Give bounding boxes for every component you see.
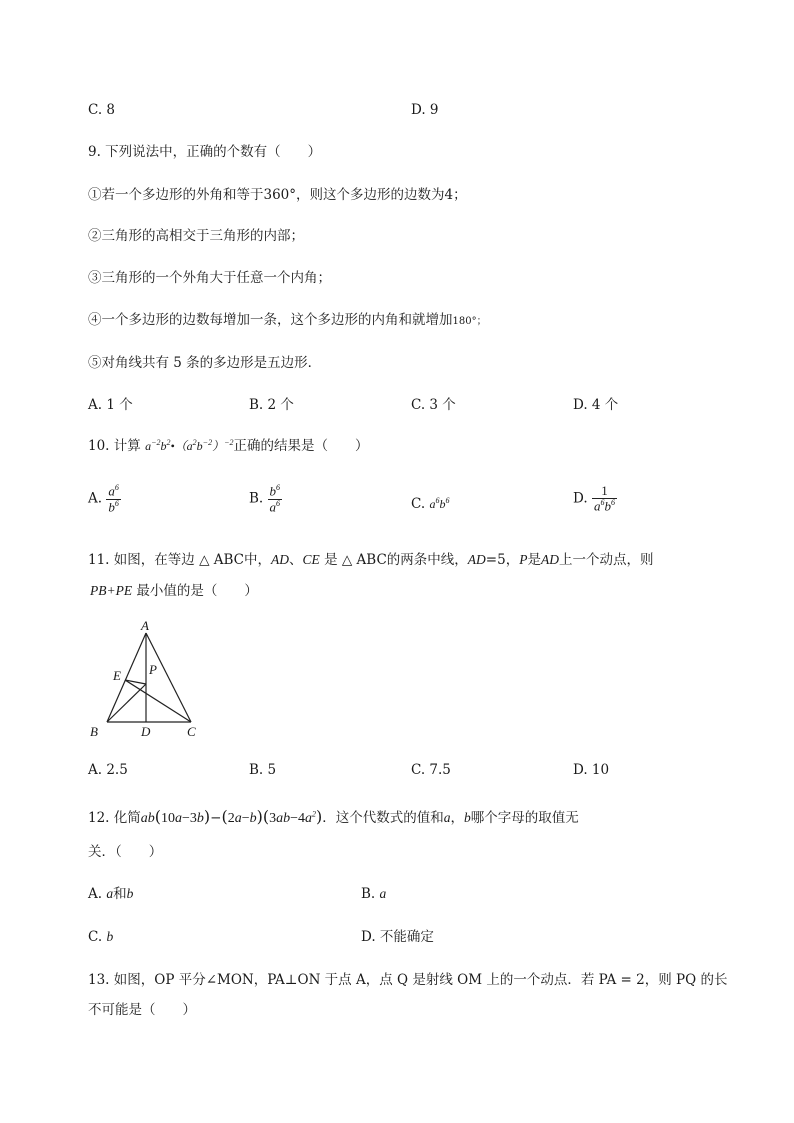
q12-option-b: B. a [361,886,387,902]
label-b: B [90,724,98,739]
segment-pb [107,684,146,722]
q11-option-d: D. 10 [573,762,610,778]
fraction-1-over-a6b6: $\frac{1}{a^6b^6}$ [593,483,615,514]
q9-option-a: A. 1 个 [88,397,133,413]
q8-option-c: C. 8 [88,102,116,118]
q12-stem-line2: 关．（ ） [88,844,163,860]
q11-triangle-figure [85,618,210,743]
side-ac [146,633,191,722]
q10-option-a: A. $\frac{a^6}{b^6}$ [88,483,119,514]
q10-stem: 10. 计算 $a^{-2}b^2•(a^2b^{-2})^{-2}$正确的结果是（ ） [88,438,369,454]
q11-stem-line2: PB+PE 最小值的是（ ） [90,583,258,599]
q9-statement-3: ③三角形的一个外角大于任意一个内角； [88,270,331,286]
fraction-a6-over-b6: $\frac{a^6}{b^6}$ [108,483,119,514]
label-c: C [187,724,196,739]
label-e: E [113,668,121,683]
q12-stem-line1: 12. 化简$ab(10a-3b)-(2a-b)(3ab-4a^2)$．这个代数式的值和a，b哪个字母的取值无 [88,807,579,826]
q10-expression: $a^{-2}b^2•(a^2b^{-2})^{-2}$ [145,438,234,453]
q13-stem-line1: 13. 如图，OP 平分∠MON，PA⊥ON 于点 A，点 Q 是射线 OM 上的一个动点．若 PA = 2，则 PQ 的长 [88,972,728,988]
triangle-symbol-2: △ [341,552,353,568]
q10-option-c: C. $a^6b^6$ [411,496,450,512]
label-p: P [149,662,157,677]
q12-option-a: A. a和b [88,886,134,902]
q11-stem-line1: 11. 如图，在等边 △ ABC中，AD、CE 是 △ ABC的两条中线，AD=5，P是AD上一个动点，则 [88,552,654,568]
q11-option-b: B. 5 [249,762,277,778]
q12-expression: ab [140,811,155,826]
q8-option-d: D. 9 [411,102,439,118]
q10-option-d: D. $\frac{1}{a^6b^6}$ [573,483,615,514]
q9-statement-1: ①若一个多边形的外角和等于360°，则这个多边形的边数为4； [88,187,467,203]
q10-option-b: B. $\frac{b^6}{a^6}$ [249,483,281,514]
triangle-symbol: △ [199,552,210,568]
q13-stem-line2: 不可能是（ ） [88,1002,196,1018]
q9-option-b: B. 2 个 [249,397,294,413]
q12-option-d: D. 不能确定 [361,929,434,945]
fraction-b6-over-a6: $\frac{b^6}{a^6}$ [269,483,281,514]
label-d: D [141,724,151,739]
q9-statement-2: ②三角形的高相交于三角形的内部； [88,228,304,244]
median-ce [125,680,191,722]
q11-option-c: C. 7.5 [411,762,451,778]
q12-option-c: C. b [88,929,114,945]
label-a: A [141,618,149,633]
q9-stem: 9. 下列说法中，正确的个数有（ ） [88,144,322,160]
q9-option-c: C. 3 个 [411,397,456,413]
q11-option-a: A. 2.5 [88,762,128,778]
q9-statement-4: ④一个多边形的边数每增加一条，这个多边形的内角和就增加180°； [88,312,487,328]
q9-statement-5: ⑤对角线共有 5 条的多边形是五边形． [88,355,322,371]
q9-option-d: D. 4 个 [573,397,619,413]
